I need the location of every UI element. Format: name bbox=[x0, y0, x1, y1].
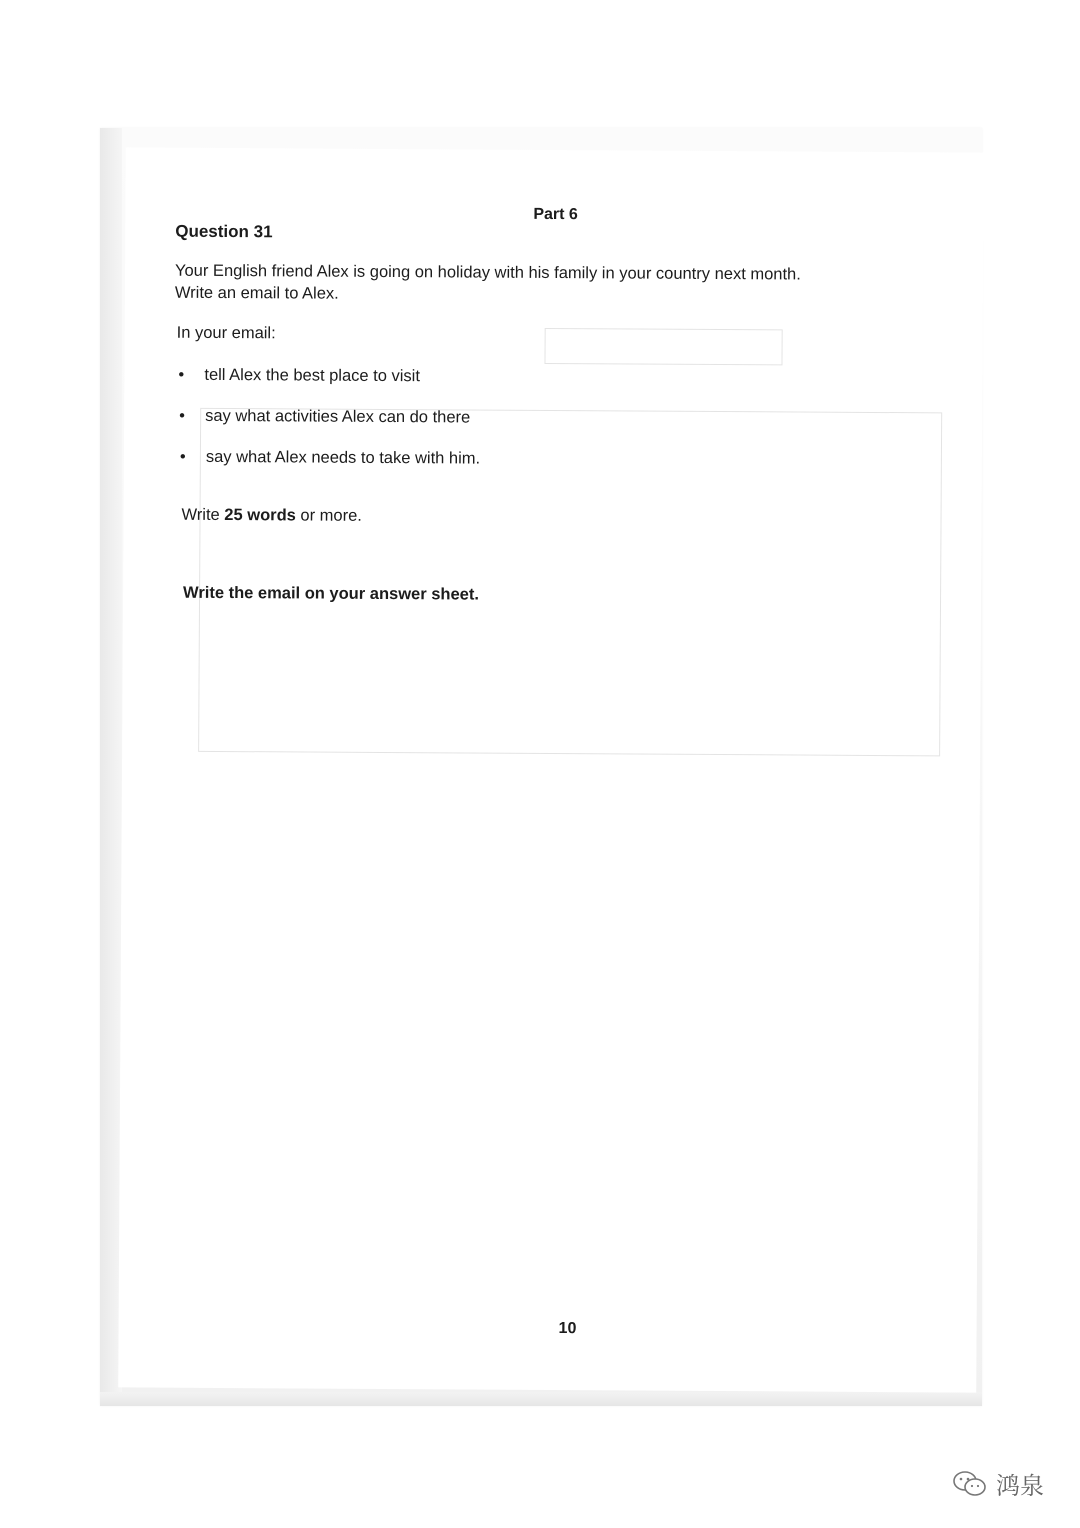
show-through-text bbox=[791, 229, 795, 246]
bullet-item bbox=[180, 448, 480, 469]
watermark bbox=[952, 1466, 1044, 1501]
word-count-suffix: or more. bbox=[295, 506, 362, 525]
bullet-text: say what Alex needs to take with him. bbox=[205, 447, 481, 468]
intro-line-1: Your English friend Alex is going on holiday with his family in your country next month. bbox=[174, 261, 801, 284]
word-count-prefix: Write bbox=[181, 505, 225, 524]
watermark-text: 鸿泉 bbox=[996, 1473, 1044, 1500]
bullet-item bbox=[178, 366, 420, 386]
bullet-dot-icon: • bbox=[178, 365, 185, 384]
answer-sheet-instruction: Write the email on your answer sheet. bbox=[183, 583, 480, 604]
bullet-text: tell Alex the best place to visit bbox=[204, 365, 420, 386]
wechat-logo-icon bbox=[952, 1470, 988, 1498]
part-title: Part 6 bbox=[533, 205, 578, 224]
word-count-instruction bbox=[181, 506, 361, 526]
bullet-dot-icon: • bbox=[179, 406, 185, 425]
bullet-dot-icon: • bbox=[179, 447, 186, 466]
show-through-box bbox=[544, 328, 782, 365]
bullet-item bbox=[179, 407, 470, 428]
in-your-email-label: In your email: bbox=[176, 323, 276, 343]
word-count-bold: 25 words bbox=[224, 505, 296, 525]
question-title: Question 31 bbox=[175, 221, 273, 242]
scan-bottom-edge bbox=[100, 1392, 982, 1406]
bullet-text: say what activities Alex can do there bbox=[205, 406, 471, 427]
redaction-patch bbox=[120, 1192, 320, 1238]
page-number: 10 bbox=[558, 1320, 577, 1338]
intro-line-2: Write an email to Alex. bbox=[174, 283, 339, 303]
